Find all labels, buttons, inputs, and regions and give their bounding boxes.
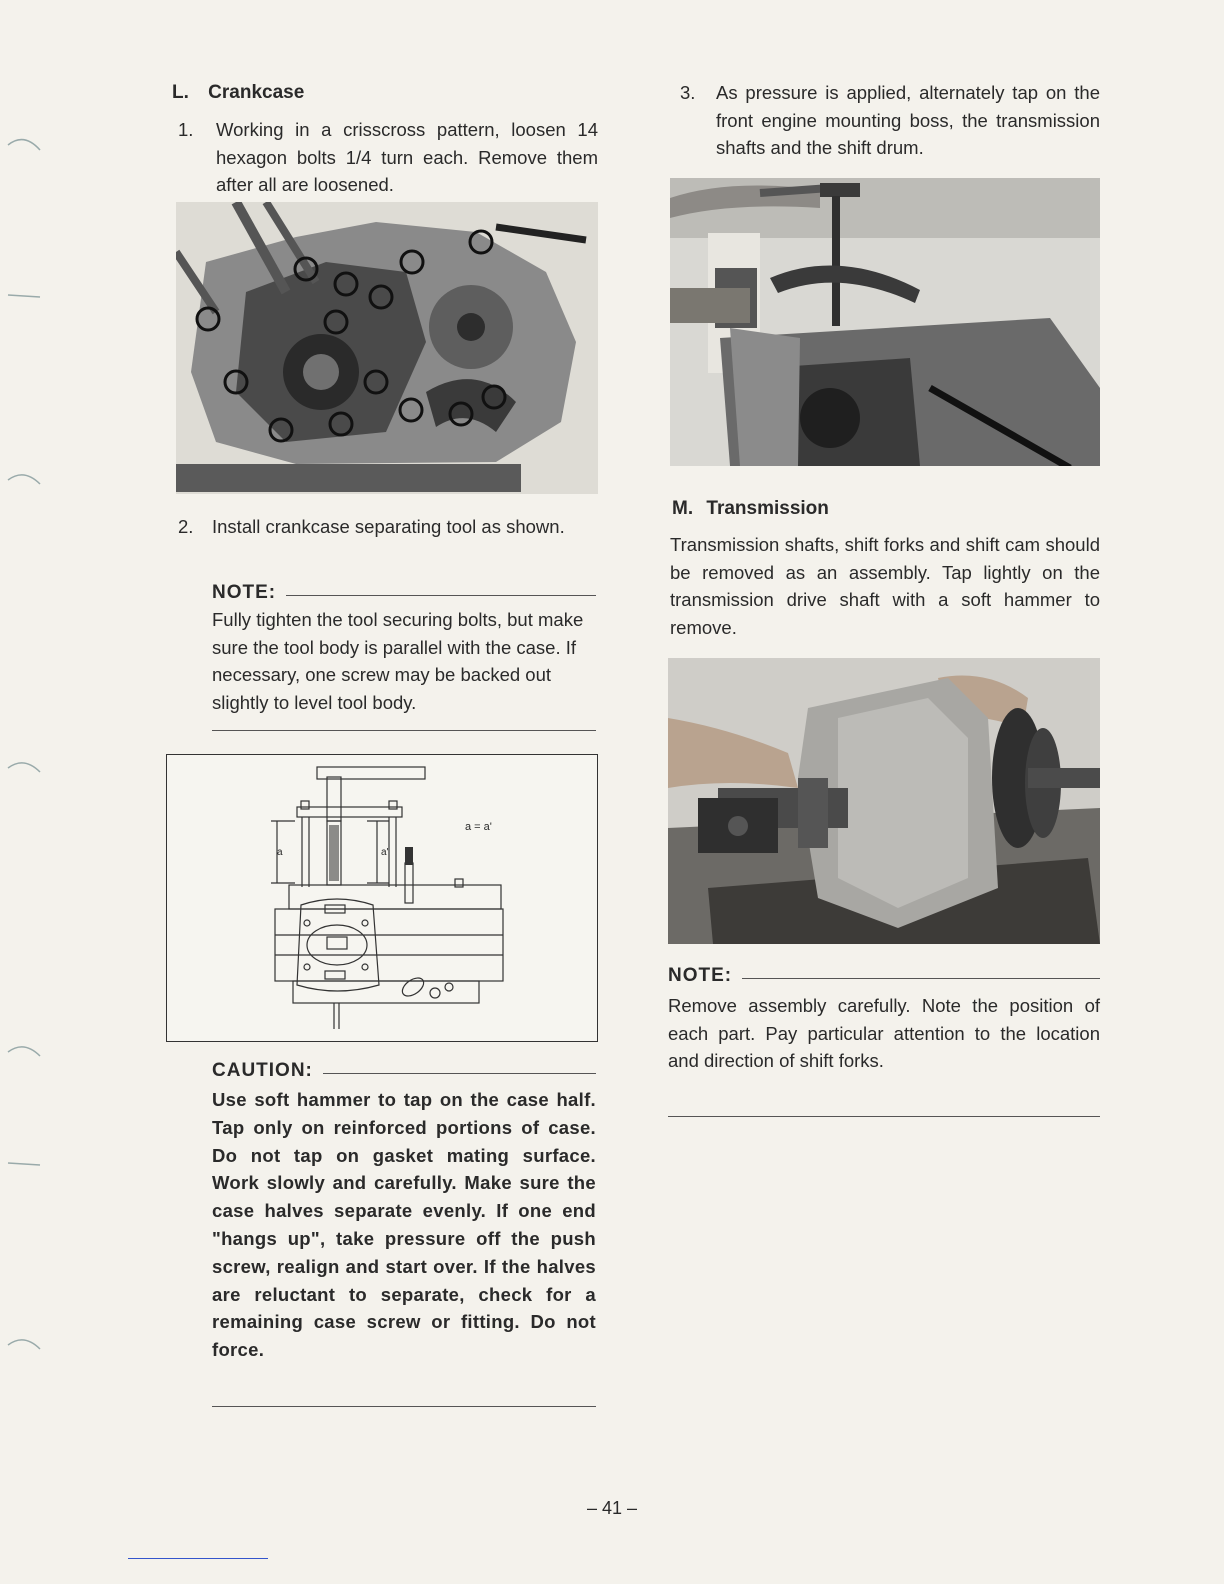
note-1-label: NOTE:: [212, 582, 277, 603]
separation-photo: [670, 178, 1100, 466]
note-2-end-rule: [668, 1116, 1100, 1117]
step-1: [178, 116, 598, 199]
crankcase-photo-illustration: [176, 202, 598, 494]
step-1-text: Working in a crisscross pattern, loosen 14 hexagon bolts 1/4 turn each. Remove them after all are loosened.: [216, 119, 598, 195]
crankcase-photo: [176, 202, 598, 494]
diagram-equation: a = a': [465, 821, 492, 833]
step-3-text: As pressure is applied, alternately tap on the front engine mounting boss, the transmission shafts and the shift drum.: [716, 82, 1100, 158]
binder-marks: [0, 0, 60, 1584]
note-1-heading: [212, 582, 596, 604]
separating-tool-drawing: [167, 755, 597, 1041]
separation-photo-illustration: [670, 178, 1100, 466]
note-2-heading: [668, 965, 1100, 987]
diagram-label-a-prime: a': [381, 847, 389, 858]
step-2-text: Install crankcase separating tool as shown.: [212, 516, 565, 537]
separating-tool-diagram: [166, 754, 598, 1042]
note-2-rule: [742, 978, 1100, 979]
section-m-letter: M.: [672, 498, 694, 519]
footer-link-rule: [128, 1558, 268, 1559]
section-l-letter: L.: [172, 82, 189, 103]
section-m-heading: [672, 498, 829, 520]
page-number: – 41 –: [586, 1498, 638, 1518]
section-l-title: Crankcase: [208, 82, 305, 103]
diagram-label-a: a: [277, 847, 283, 858]
caution-label: CAUTION:: [212, 1060, 313, 1081]
note-1-rule: [286, 595, 596, 596]
step-1-number: 1.: [178, 119, 194, 140]
step-2: [178, 513, 598, 541]
note-1-end-rule: [212, 730, 596, 731]
transmission-photo-illustration: [668, 658, 1100, 944]
section-l-heading: [172, 82, 304, 104]
note-2-label: NOTE:: [668, 965, 733, 986]
step-3: [680, 79, 1100, 162]
caution-text: Use soft hammer to tap on the case half. Tap only on reinforced portions of case. Do not tap on gasket mating surface. Work slowly and carefully. Make sure the case halves separate evenly. If one end "hangs up", take pressure off the push screw, realign and start over. If the halves are reluctant to separate, check for a remaining case screw or fitting. Do not force.: [212, 1089, 596, 1361]
caution-rule: [323, 1073, 596, 1074]
step-3-number: 3.: [680, 82, 696, 103]
step-2-number: 2.: [178, 516, 194, 537]
section-m-text: Transmission shafts, shift forks and shift cam should be removed as an assembly. Tap lightly on the transmission drive shaft with a soft hammer to remove.: [670, 534, 1100, 638]
section-m-title: Transmission: [706, 498, 829, 519]
note-2-text: Remove assembly carefully. Note the position of each part. Pay particular attention to the location and direction of shift forks.: [668, 995, 1100, 1071]
note-1-text: Fully tighten the tool securing bolts, but make sure the tool body is parallel with the case. If necessary, one screw may be backed out slightly to level tool body.: [212, 609, 584, 713]
caution-end-rule: [212, 1406, 596, 1407]
caution-heading: [212, 1060, 596, 1082]
transmission-photo: [668, 658, 1100, 944]
